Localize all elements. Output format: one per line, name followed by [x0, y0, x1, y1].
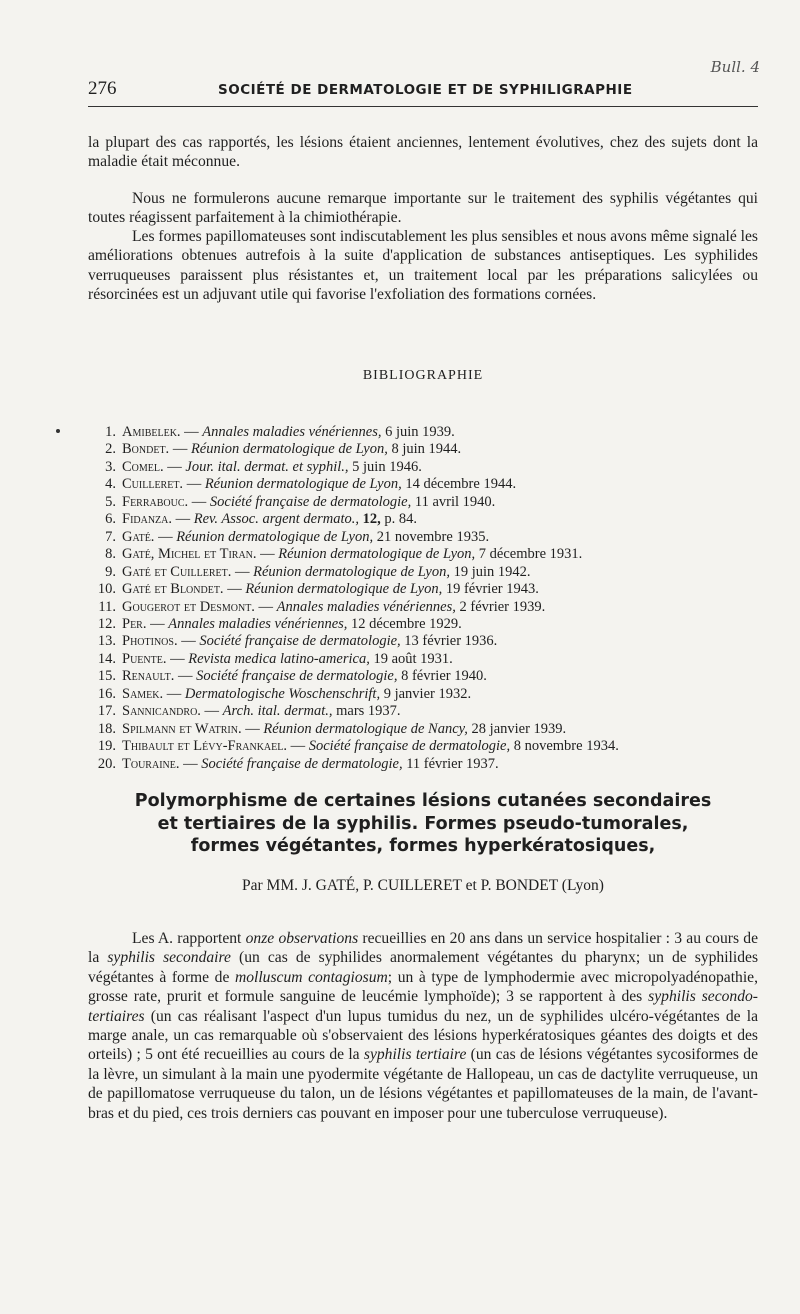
abstract-text: ; un à type de lymphodermie avec micropolyadénopathie, grosse rate, prurit et formule sanguine de leucémie lymphoïde); 3 se rapportent à des [88, 968, 758, 1006]
reference-date: 8 février 1940. [401, 668, 487, 685]
reference-date: 9 janvier 1932. [383, 685, 472, 702]
article-title-line: formes végétantes, formes hyperkératosiques, [190, 836, 656, 856]
reference-source: Dermatologische Woschenschrift, [184, 685, 381, 702]
reference-author: Comel. [122, 458, 164, 475]
reference-author: Gaté et Cuilleret. [122, 563, 232, 580]
reference-author: Thibault et Lévy-Frankael. [122, 738, 287, 755]
reference-source: Annales maladies vénériennes, [276, 598, 456, 615]
reference-date: 28 janvier 1939. [471, 720, 567, 737]
reference-item: 16. Samek. — Dermatologische Woschenschrift, 9 janvier 1932. [88, 686, 758, 703]
reference-number: 20. [97, 755, 116, 772]
reference-number: 4. [105, 476, 116, 493]
paragraph: la plupart des cas rapportés, les lésions étaient anciennes, lentement évolutives, chez des sujets dont la maladie était méconnue. [88, 134, 758, 171]
reference-number: 11. [98, 598, 116, 615]
reference-source: Annales maladies vénériennes, [202, 424, 382, 440]
reference-source: Société française de dermatologie, [308, 738, 511, 755]
reference-source: Rev. Assoc. argent dermato., [193, 511, 360, 528]
reference-number: 15. [97, 668, 116, 685]
abstract-emphasis: molluscum contagiosum [234, 968, 388, 986]
paragraph: Nous ne formulerons aucune remarque importante sur le traitement des syphilis végétantes qui toutes réagissent parfaitement à la chimiothérapie. [88, 189, 758, 226]
reference-item: 19. Thibault et Lévy-Frankael. — Société française de dermatologie, 8 novembre 1934. [88, 738, 758, 755]
reference-item: 6. Fidanza. — Rev. Assoc. argent dermato., 12, p. 84. [88, 511, 758, 528]
reference-author: Gaté, Michel et Tiran. [122, 546, 257, 563]
reference-number: 9. [105, 563, 116, 580]
abstract-text: Les A. rapportent [132, 930, 246, 947]
reference-item: 12. Per. — Annales maladies vénériennes, 12 décembre 1929. [88, 616, 758, 633]
abstract-emphasis: onze observations [245, 930, 359, 947]
ink-speck [56, 429, 60, 433]
reference-number: 10. [97, 581, 116, 598]
reference-item: 5. Ferrabouc. — Société française de dermatologie, 11 avril 1940. [88, 494, 758, 511]
abstract-text: (un cas réalisant l'aspect d'un lupus tumidus du nez, un de syphilides ulcéro-végétantes de la marge anale, un cas remarquable où s'observaient des lésions hyperkératosiques géantes des doigts et des orteils) ; 5 ont été recueillies au cours de la [88, 1007, 758, 1064]
reference-date: 11 février 1937. [406, 755, 499, 772]
reference-date: 12 décembre 1929. [351, 615, 462, 632]
reference-date: 13 février 1936. [404, 633, 498, 650]
reference-author: Bondet. [122, 441, 170, 458]
reference-item: 11. Gougerot et Desmont. — Annales maladies vénériennes, 2 février 1939. [88, 599, 758, 616]
paragraph: Les formes papillomateuses sont indiscutablement les plus sensibles et nous avons même signalé les améliorations obtenues autrefois à la suite d'application de substances antiseptiques. Les syphilides verruqueuses paraissent plus résistantes et, un traitement local par les préparations salicylées ou résorcinées est un adjuvant utile qui favorise l'exfoliation des formations cornées. [88, 228, 758, 304]
reference-author: Sannicandro. [122, 703, 201, 720]
reference-item: 9. Gaté et Cuilleret. — Réunion dermatologique de Lyon, 19 juin 1942. [88, 564, 758, 581]
reference-number: 5. [105, 493, 116, 510]
reference-author: Fidanza. [122, 511, 173, 528]
reference-source: Jour. ital. dermat. et syphil., [185, 458, 349, 475]
reference-number: 1. [105, 424, 116, 440]
reference-author: Gougerot et Desmont. [122, 598, 255, 615]
reference-author: Spilmann et Watrin. [122, 720, 242, 737]
reference-source: Réunion dermatologique de Nancy, [263, 720, 468, 737]
reference-list [88, 424, 758, 773]
reference-item: 18. Spilmann et Watrin. — Réunion dermatologique de Nancy, 28 janvier 1939. [88, 721, 758, 738]
reference-author: Amibelek. [122, 424, 181, 440]
reference-date: 19 août 1931. [373, 650, 453, 667]
reference-source: Réunion dermatologique de Lyon, [253, 563, 450, 580]
abstract-emphasis: syphilis tertiaire [363, 1046, 467, 1064]
abstract-text: recueillies en 20 ans dans un service hospitalier : 3 au cours de la [88, 930, 758, 967]
reference-item: 15. Renault. — Société française de dermatologie, 8 février 1940. [88, 668, 758, 685]
reference-number: 2. [105, 441, 116, 458]
reference-source: Réunion dermatologique de Lyon, [176, 528, 374, 545]
reference-item: 1. Amibelek. — Annales maladies vénériennes, 6 juin 1939. [88, 424, 758, 441]
handwritten-note: Bull. 4 [710, 58, 760, 76]
abstract-emphasis: syphilis secondaire [107, 949, 231, 967]
abstract-emphasis: syphilis secondo-tertiaires [88, 988, 758, 1025]
reference-author: Cuilleret. [122, 476, 184, 493]
reference-item: 13. Photinos. — Société française de dermatologie, 13 février 1936. [88, 633, 758, 650]
reference-author: Puente. [122, 650, 167, 667]
reference-item: 7. Gaté. — Réunion dermatologique de Lyon, 21 novembre 1935. [88, 529, 758, 546]
reference-author: Ferrabouc. [122, 493, 189, 510]
reference-date: 19 février 1943. [445, 581, 539, 598]
reference-number: 7. [105, 528, 116, 545]
reference-author: Touraine. [122, 755, 180, 772]
reference-number: 16. [97, 685, 116, 702]
reference-date: 2 février 1939. [459, 598, 546, 615]
reference-date: mars 1937. [336, 703, 401, 720]
reference-source: Société française de dermatologie, [196, 668, 398, 685]
abstract-text: (un cas de syphilides anormalement végétantes du pharynx; un de syphilides végétantes à forme de [88, 949, 759, 986]
reference-source: Réunion dermatologique de Lyon, [190, 441, 388, 458]
reference-date: 11 avril 1940. [414, 493, 496, 510]
reference-date: 5 juin 1946. [352, 458, 422, 475]
reference-author: Gaté et Blondet. [122, 581, 224, 598]
article-abstract [88, 929, 758, 1123]
reference-date: 8 novembre 1934. [513, 738, 619, 755]
reference-item: 20. Touraine. — Société française de dermatologie, 11 février 1937. [88, 756, 758, 773]
reference-date: 8 juin 1944. [391, 441, 462, 458]
reference-author: Renault. [122, 668, 175, 685]
article-title-line: et tertiaires de la syphilis. Formes pseudo-tumorales, [157, 813, 689, 834]
reference-source: Réunion dermatologique de Lyon, [278, 546, 476, 563]
reference-number: 14. [97, 650, 116, 667]
reference-number: 3. [105, 458, 116, 475]
reference-item: 10. Gaté et Blondet. — Réunion dermatologique de Lyon, 19 février 1943. [88, 581, 758, 598]
reference-item: 4. Cuilleret. — Réunion dermatologique de Lyon, 14 décembre 1944. [88, 476, 758, 493]
reference-number: 12. [97, 615, 116, 632]
article-authors: Par MM. J. GATÉ, P. CUILLERET et P. BONDET (Lyon) [242, 877, 604, 894]
reference-source: Société française de dermatologie, [209, 493, 412, 510]
reference-source: Annales maladies vénériennes, [168, 615, 348, 632]
reference-author: Photinos. [122, 633, 178, 650]
reference-author: Gaté. [122, 528, 155, 545]
reference-author: Samek. [122, 685, 164, 702]
running-title: SOCIÉTÉ DE DERMATOLOGIE ET DE SYPHILIGRAPHIE [218, 82, 633, 98]
reference-item: 17. Sannicandro. — Arch. ital. dermat., mars 1937. [88, 703, 758, 720]
reference-source: Société française de dermatologie, [201, 755, 403, 772]
reference-number: 13. [97, 633, 116, 650]
article-title-line: Polymorphisme de certaines lésions cutanées secondaires [134, 791, 712, 811]
reference-source: Revista medica latino-america, [188, 650, 370, 667]
reference-source: Réunion dermatologique de Lyon, [245, 581, 443, 598]
reference-date: 7 décembre 1931. [478, 546, 583, 563]
reference-source: Arch. ital. dermat., [222, 703, 333, 720]
reference-number: 17. [97, 703, 116, 720]
reference-date: p. 84. [384, 511, 418, 528]
reference-number: 8. [105, 546, 116, 563]
reference-date: 19 juin 1942. [453, 563, 531, 580]
reference-item: 2. Bondet. — Réunion dermatologique de Lyon, 8 juin 1944. [88, 441, 758, 458]
reference-item: 3. Comel. — Jour. ital. dermat. et syphil., 5 juin 1946. [88, 459, 758, 476]
bibliography-heading: BIBLIOGRAPHIE [362, 368, 484, 383]
reference-source: Société française de dermatologie, [199, 633, 401, 650]
article-title [88, 790, 758, 858]
page-number: 276 [88, 78, 117, 99]
reference-number: 19. [97, 738, 116, 755]
reference-date: 21 novembre 1935. [376, 528, 490, 545]
reference-source: Réunion dermatologique de Lyon, [204, 476, 402, 493]
reference-item: 14. Puente. — Revista medica latino-america, 19 août 1931. [88, 651, 758, 668]
abstract-text: (un cas de lésions végétantes sycosiformes de la lèvre, un simulant à la main une pyodermite végétante de Hallopeau, un cas de dactylite verruqueuse, un de papillomatose verruqueuse du talon, un de lésions végétantes et papillomateuses de la main, de l'avant-bras et du pied, ces trois derniers cas pouvant en imposer pour une tuberculose verruqueuse). [88, 1046, 758, 1122]
reference-number: 6. [105, 511, 116, 528]
reference-volume: 12, [362, 511, 381, 528]
reference-author: Per. [122, 615, 147, 632]
body-text [88, 133, 758, 304]
page-header [88, 78, 758, 107]
reference-date: 14 décembre 1944. [405, 476, 517, 493]
reference-number: 18. [97, 720, 116, 737]
reference-item: 8. Gaté, Michel et Tiran. — Réunion dermatologique de Lyon, 7 décembre 1931. [88, 546, 758, 563]
reference-date: 6 juin 1939. [385, 424, 455, 440]
